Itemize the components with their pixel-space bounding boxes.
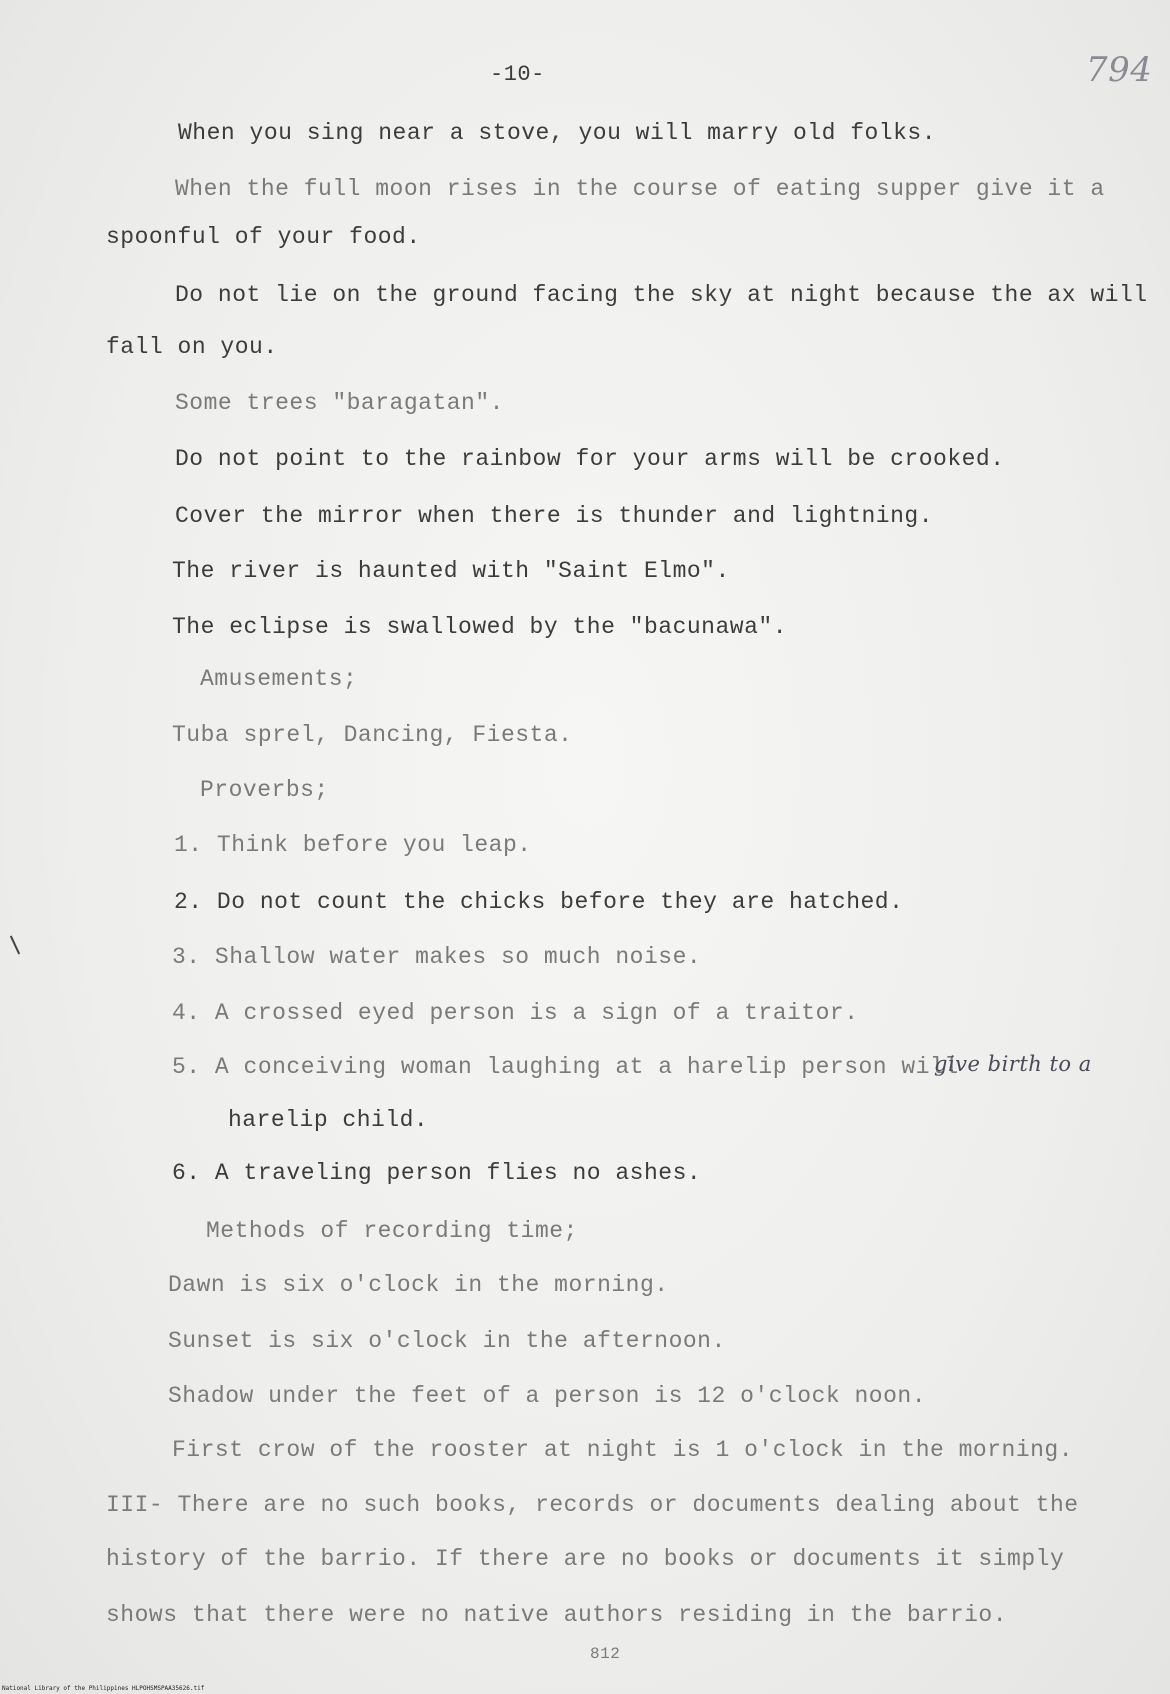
list-item: 4. A crossed eyed person is a sign of a traitor. [172,1000,859,1026]
text-line: First crow of the rooster at night is 1 o'clock in the morning. [172,1437,1074,1463]
text-line: history of the barrio. If there are no books or documents it simply [106,1546,1065,1572]
handwritten-page-number: 794 [1086,50,1153,90]
text-line: III- There are no such books, records or documents dealing about the [106,1492,1079,1518]
text-line: Cover the mirror when there is thunder and lightning. [175,503,934,529]
text-line: shows that there were no native authors residing in the barrio. [106,1602,1008,1628]
stray-pen-mark [10,936,20,955]
text-line: Sunset is six o'clock in the afternoon. [168,1328,726,1354]
text-line: When you sing near a stove, you will marry old folks. [178,120,937,146]
list-item: 5. A conceiving woman laughing at a harelip person will [172,1054,959,1080]
text-line: spoonful of your food. [106,224,421,250]
text-line: fall on you. [106,334,278,360]
text-line: Tuba sprel, Dancing, Fiesta. [172,722,573,748]
text-line: Shadow under the feet of a person is 12 o'clock noon. [168,1383,927,1409]
text-line: Some trees "baragatan". [175,390,504,416]
list-item: 2. Do not count the chicks before they are hatched. [174,889,904,915]
page-number: -10- [490,62,545,87]
bottom-mark: 812 [590,1645,621,1663]
text-line: The river is haunted with "Saint Elmo". [172,558,730,584]
section-heading: Proverbs; [200,777,329,803]
list-item: 6. A traveling person flies no ashes. [172,1160,702,1186]
text-line: Dawn is six o'clock in the morning. [168,1272,669,1298]
handwritten-insert: give birth to a [934,1052,1092,1076]
section-heading: Amusements; [200,666,358,692]
text-line: The eclipse is swallowed by the "bacunawa". [172,614,787,640]
text-line: Do not point to the rainbow for your arms will be crooked. [175,446,1005,472]
list-item: 1. Think before you leap. [174,832,532,858]
text-line: Do not lie on the ground facing the sky at night because the ax will [175,282,1148,308]
archive-footer: National Library of the Philippines HLPOHSMSPAA35626.tif [2,1685,205,1692]
text-line: When the full moon rises in the course of eating supper give it a [175,176,1105,202]
list-item-continuation: harelip child. [228,1107,429,1133]
list-item: 3. Shallow water makes so much noise. [172,944,702,970]
section-heading: Methods of recording time; [206,1218,578,1244]
